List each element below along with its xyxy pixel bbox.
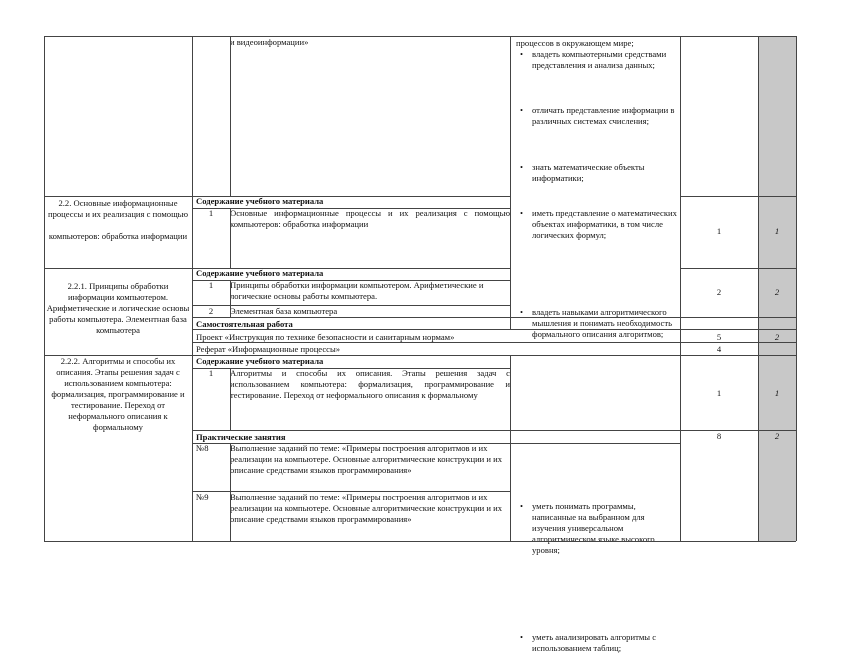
skill-item: • иметь представление о математических объектах информатики, в том числе логических формул; <box>516 208 678 241</box>
project-text: Проект «Инструкция по технике безопасности и санитарным нормам» <box>196 332 455 342</box>
topic-cell: 2.2. Основные информационные процессы и их реализация с помощью компьютеров: обработка информации <box>47 198 189 241</box>
task-number: №8 <box>196 443 209 453</box>
level-cell: 2 <box>774 332 780 342</box>
level-cell-bg <box>758 36 796 196</box>
section-header: Практические занятия <box>196 432 286 442</box>
hours-cell: 5 <box>716 332 722 342</box>
skill-line: процессов в окружающем мире; <box>516 38 634 48</box>
skill-item: • отличать представление информации в различных системах счисления; <box>516 105 678 127</box>
topic-cell: 2.2.1. Принципы обработки информации компьютером. Арифметические и логические основы работы компьютера. Элементная база компьютера <box>46 281 190 335</box>
section-header: Содержание учебного материала <box>196 356 324 366</box>
level-cell: 1 <box>774 226 780 236</box>
grid-line <box>192 305 510 306</box>
task-text: Выполнение заданий по теме: «Примеры построения алгоритмов и их реализации на компьютере. Основные алгоритмические конструкции и их описание средствами языков программирования» <box>230 492 503 524</box>
section-header: Содержание учебного материала <box>196 196 324 206</box>
item-text: Элементная база компьютера <box>230 306 338 316</box>
grid-line <box>510 355 511 541</box>
grid-line <box>192 443 680 444</box>
grid-line <box>44 36 796 37</box>
skill-item: • уметь анализировать алгоритмы с использованием таблиц; <box>516 632 678 654</box>
level-cell-bg <box>758 430 796 541</box>
grid-line <box>192 430 796 431</box>
item-number: 2 <box>208 306 214 316</box>
grid-line <box>758 36 759 541</box>
item-number: 1 <box>208 368 214 378</box>
grid-line <box>192 329 796 330</box>
item-number: 1 <box>208 208 214 218</box>
section-header: Самостоятельная работа <box>196 319 293 329</box>
level-cell: 2 <box>774 287 780 297</box>
content-fragment: и видеоинформации» <box>230 37 309 47</box>
grid-line <box>192 342 796 343</box>
grid-line <box>230 443 231 541</box>
topic-cell: 2.2.2. Алгоритмы и способы их описания. Этапы решения задач с использованием компьютера: формализация, программирование и тестирование. Переход от неформального описания к формальному <box>51 356 185 432</box>
item-text: Основные информационные процессы и их реализация с помощью компьютеров: обработка информации <box>230 208 510 229</box>
grid-line <box>44 268 510 269</box>
grid-line <box>44 541 796 542</box>
item-text: Принципы обработки информации компьютером. Арифметические и логические основы работы компьютера. <box>230 280 484 301</box>
grid-line <box>44 355 796 356</box>
grid-line <box>510 36 511 329</box>
grid-line <box>680 36 681 541</box>
grid-line <box>796 36 797 541</box>
grid-line <box>192 280 510 281</box>
task-number: №9 <box>196 492 209 502</box>
skill-item: • владеть компьютерными средствами представления и анализа данных; <box>516 49 678 71</box>
hours-cell: 1 <box>716 388 722 398</box>
grid-line <box>230 280 231 317</box>
grid-line <box>192 208 510 209</box>
grid-line <box>44 36 45 541</box>
essay-text: Реферат «Информационные процессы» <box>196 344 341 354</box>
grid-line <box>230 36 231 196</box>
skill-item: • знать математические объекты информатики; <box>516 162 678 184</box>
grid-line <box>680 268 796 269</box>
item-number: 1 <box>208 280 214 290</box>
grid-line <box>230 208 231 268</box>
grid-line <box>192 368 510 369</box>
hours-cell: 4 <box>716 344 722 354</box>
grid-line <box>192 491 510 492</box>
hours-cell: 8 <box>716 431 722 441</box>
grid-line <box>192 36 193 541</box>
item-text: Алгоритмы и способы их описания. Этапы решения задач с использованием компьютера: формализация, программирование и тестирование. Переход от неформального описания к формальному <box>230 368 510 400</box>
grid-line <box>44 196 510 197</box>
task-text: Выполнение заданий по теме: «Примеры построения алгоритмов и их реализации на компьютере. Основные алгоритмические конструкции и их описание средствами языков программирования» <box>230 443 503 475</box>
hours-cell: 1 <box>716 226 722 236</box>
grid-line <box>192 317 796 318</box>
grid-line <box>230 368 231 430</box>
hours-cell: 2 <box>716 287 722 297</box>
level-cell: 2 <box>774 431 780 441</box>
skill-item: • уметь понимать программы, написанные на выбранном для изучения универсальном алгоритмическом языке высокого уровня; <box>516 501 678 556</box>
level-cell: 1 <box>774 388 780 398</box>
grid-line <box>680 196 796 197</box>
skill-item: • владеть навыками алгоритмического мышления и понимать необходимость формального описания алгоритмов; <box>516 307 678 340</box>
section-header: Содержание учебного материала <box>196 268 324 278</box>
curriculum-table <box>44 36 796 653</box>
